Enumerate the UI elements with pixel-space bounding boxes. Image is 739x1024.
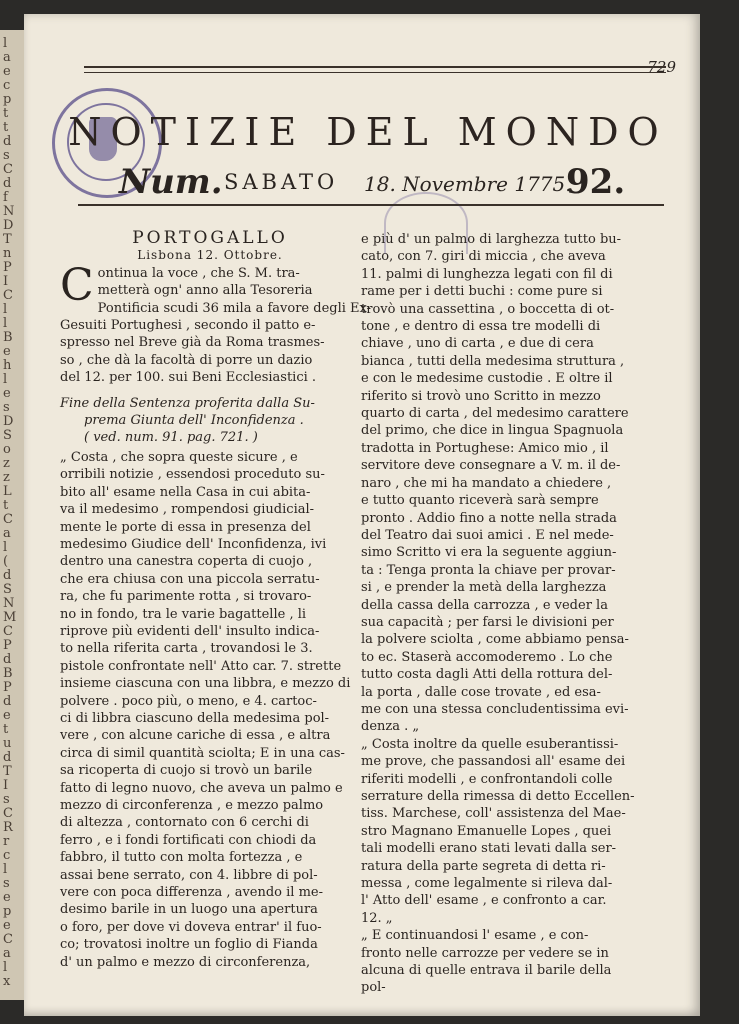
text-line: pistole confrontate nell' Atto car. 7. strette [60, 658, 342, 674]
section-title: PORTOGALLO [132, 228, 288, 248]
text-line: insieme ciascuna con una libbra, e mezzo di [60, 676, 351, 692]
edge-letter: z [3, 470, 10, 485]
edge-letter: p [3, 904, 12, 919]
text-line: desimo barile in un luogo una apertura [60, 902, 318, 918]
edge-letter: C [3, 806, 13, 821]
text-line: fatto di legno nuovo, che aveva un palmo e [60, 780, 343, 796]
text-line: „ E continuandosi l' esame , e con- [361, 928, 589, 944]
text-line: co; trovatosi inoltre un foglio di Fianda [60, 937, 318, 953]
text-line: la polvere sciolta , come abbiamo pensa- [361, 632, 629, 648]
text-line: riprove più evidenti dell' insulto indica- [60, 623, 320, 639]
edge-letter: a [3, 50, 11, 65]
edge-letter: d [3, 134, 12, 149]
text-line: circa di simil quantità sciolta; E in una cas- [60, 745, 345, 761]
text-line: to nella riferita carta , trovandosi le 3. [60, 641, 313, 657]
text-line: Gesuiti Portughesi , secondo il patto e- [60, 318, 316, 334]
edge-letter: e [3, 386, 11, 401]
article-heading-line: ( ved. num. 91. pag. 721. ) [84, 430, 258, 446]
text-line: fronto nelle carrozze per vedere se in [361, 945, 609, 961]
text-line: metterà ogn' anno alla Tesoreria [97, 283, 313, 299]
edge-letter: N [3, 596, 15, 611]
masthead-rule [78, 204, 664, 206]
text-line: vere , con alcune cariche di essa , e altra [60, 728, 331, 744]
edge-letter: e [3, 890, 11, 905]
text-line: orribili notizie , essendosi proceduto su- [60, 467, 325, 483]
text-line: 11. palmi di lunghezza legati con fil di [361, 266, 613, 282]
text-line: ci di libbra ciascuno della medesima pol- [60, 710, 330, 726]
edge-letter: ( [3, 554, 9, 569]
text-line: tali modelli erano stati levati dalla ser- [361, 841, 617, 857]
text-line: mezzo di circonferenza , e mezzo palmo [60, 798, 324, 813]
edge-letter: C [3, 932, 13, 947]
edge-letter: e [3, 708, 11, 723]
edge-letter: d [3, 652, 12, 667]
edge-letter: S [3, 582, 12, 597]
text-line: alcuna di quelle entrava il barile della [361, 963, 612, 979]
text-line: va il medesimo , rompendosi giudicial- [60, 502, 315, 518]
edge-letter: e [3, 64, 11, 79]
text-line: riferito si trovò uno Scritto in mezzo [361, 388, 601, 404]
edge-letter: x [3, 974, 11, 989]
edge-letter: l [3, 316, 8, 331]
text-line: assai bene serrato, con 4. libbre di pol- [60, 867, 318, 883]
edge-letter: e [3, 918, 11, 933]
text-line: del primo, che dice in lingua Spagnuola [361, 423, 624, 439]
text-line: ferro , e i fondi fortificati con chiodi da [60, 832, 317, 848]
newspaper-page [24, 14, 700, 1016]
text-line: ta : Tenga pronta la chiave per provar- [361, 562, 616, 578]
opening-paragraph [60, 259, 372, 387]
text-line: sua capacità ; per farsi le divisioni per [361, 614, 614, 630]
edge-letter: h [3, 358, 12, 373]
text-line: che era chiusa con una piccola serratu- [60, 571, 320, 587]
edge-letter: T [3, 764, 12, 779]
text-line: ra, che fu parimente rotta , si trovaro- [60, 589, 312, 605]
page-number: 729 [647, 58, 676, 76]
text-line: Pontificia scudi 36 mila a favore degli Ex- [97, 300, 372, 316]
text-line: del Teatro dai suoi amici . E nel mede- [361, 527, 614, 543]
text-line: sa ricoperta di cuojo si trovò un barile [60, 763, 313, 779]
edge-letter: p [3, 92, 12, 107]
text-line: to ec. Staserà accomoderemo . Lo che [361, 649, 613, 665]
right-column [361, 231, 663, 997]
num-label: Num. [119, 162, 223, 202]
text-line: servitore deve consegnare a V. m. il de- [361, 458, 621, 474]
text-line: del 12. per 100. sui Beni Ecclesiastici . [60, 370, 317, 386]
edge-letter: n [3, 246, 12, 261]
edge-letter: C [3, 288, 13, 303]
dateline: Lisbona 12. Ottobre. [137, 248, 283, 263]
edge-letter: t [3, 722, 9, 737]
edge-letter: t [3, 106, 9, 121]
edge-letter: P [3, 638, 12, 653]
text-line: cato, con 7. giri di miccia , che aveva [361, 249, 606, 265]
text-line: bianca , tutti della medesima struttura , [361, 353, 625, 369]
edge-letter: P [3, 680, 12, 695]
text-line: l' Atto dell' esame , e confronto a car. [361, 893, 607, 909]
edge-letter: s [3, 876, 10, 891]
text-line: tone , e dentro di essa tre modelli di [361, 319, 601, 335]
text-line: o foro, per dove vi doveva entrar' il fuo- [60, 919, 322, 935]
edge-letter: s [3, 400, 10, 415]
text-line: d' un palmo e mezzo di circonferenza, [60, 954, 311, 970]
text-line: medesimo Giudice dell' Inconfidenza, ivi [60, 536, 327, 552]
text-line: tutto costa dagli Atti della rottura del- [361, 667, 613, 683]
text-line: no in fondo, tra le varie bagattelle , li [60, 606, 307, 622]
text-line: bito all' esame nella Casa in cui abita- [60, 484, 311, 500]
text-line: la porta , dalle cose trovate , ed esa- [361, 684, 601, 700]
text-line: „ Costa , che sopra queste sicure , e [60, 449, 298, 465]
edge-letter: c [3, 78, 11, 93]
text-line: ontinua la voce , che S. M. tra- [97, 265, 300, 281]
edge-letter: r [3, 834, 10, 849]
text-line: rame per i detti buchi : come pure si [361, 284, 603, 300]
text-line: vere con poca differenza , avendo il me- [60, 885, 323, 901]
text-line: e tutto quanto riceverà sarà sempre [361, 493, 599, 509]
text-line: mente le porte di essa in presenza del [60, 519, 311, 535]
edge-letter: d [3, 694, 12, 709]
edge-letter: P [3, 260, 12, 275]
text-line: tradotta in Portughese: Amico mio , il [361, 440, 609, 456]
edge-letter: u [3, 736, 12, 751]
text-line: riferiti modelli , e confrontandoli colle [361, 771, 613, 787]
edge-letter: B [3, 666, 13, 681]
edge-letter: C [3, 512, 13, 527]
edge-letter: l [3, 302, 8, 317]
top-rule [84, 66, 666, 73]
edge-letter: t [3, 498, 9, 513]
text-line: quarto di carta , del medesimo carattere [361, 406, 629, 422]
edge-letter: R [3, 820, 13, 835]
text-line: simo Scritto vi era la seguente aggiun- [361, 545, 617, 561]
text-line: stro Magnano Emanuelle Lopes , quei [361, 823, 612, 839]
text-line: di altezza , contornato con 6 cerchi di [60, 815, 309, 831]
edge-letter: l [3, 36, 8, 51]
edge-letter: I [3, 778, 9, 793]
issue-date: 18. Novembre 1775. [364, 172, 572, 196]
edge-letter: D [3, 414, 14, 429]
edge-letter: d [3, 750, 12, 765]
edge-letter: s [3, 148, 10, 163]
text-line: e con le medesime custodie . E oltre il [361, 371, 613, 387]
text-line: ratura della parte segreta di detta ri- [361, 858, 606, 874]
edge-letter: T [3, 232, 12, 247]
edge-letter: B [3, 330, 13, 345]
edge-letter: d [3, 176, 12, 191]
text-line: messa , come legalmente si rileva dal- [361, 876, 613, 892]
edge-letter: a [3, 946, 11, 961]
text-line: polvere . poco più, o meno, e 4. cartoc- [60, 693, 317, 709]
previous-page-edge [0, 30, 25, 1000]
article-heading-line: Fine della Sentenza proferita dalla Su- [60, 395, 315, 411]
edge-letter: S [3, 428, 12, 443]
text-line: „ Costa inoltre da quelle esuberantissi- [361, 736, 619, 752]
text-line: fabbro, il tutto con molta fortezza , e [60, 850, 303, 866]
issue-number: 92. [566, 162, 626, 202]
edge-letter: l [3, 540, 8, 555]
edge-letter: M [3, 610, 17, 625]
edge-letter: e [3, 344, 11, 359]
text-line: e più d' un palmo di larghezza tutto bu- [361, 232, 622, 247]
text-line: tiss. Marchese, coll' assistenza del Mae- [361, 806, 626, 822]
edge-letter: a [3, 526, 11, 541]
text-line: dentro una canestra coperta di cuojo , [60, 554, 313, 570]
edge-letter: d [3, 568, 12, 583]
text-line: denza . „ [361, 719, 420, 735]
edge-letter: N [3, 204, 15, 219]
edge-letter: l [3, 960, 8, 975]
text-line: spresso nel Breve già da Roma trasmes- [60, 335, 325, 351]
text-line: chiave , uno di carta , e due di cera [361, 336, 594, 352]
edge-letter: s [3, 792, 10, 807]
edge-letter: t [3, 120, 9, 135]
text-line: so , che dà la facoltà di porre un dazio [60, 352, 313, 368]
edge-letter: z [3, 456, 10, 471]
drop-cap: C [60, 259, 94, 311]
text-line: serrature della rimessa di detto Eccellen- [361, 789, 635, 804]
edge-letter: C [3, 162, 13, 177]
text-line: naro , che mi ha mandato a chiedere , [361, 475, 612, 491]
masthead-title: NOTIZIE DEL MONDO [68, 110, 668, 154]
edge-letter: o [3, 442, 11, 457]
left-column [60, 228, 372, 971]
edge-letter: L [3, 484, 12, 499]
day-label: SABATO [224, 170, 339, 194]
article-heading-line: prema Giunta dell' Inconfidenza . [84, 413, 304, 429]
text-line: trovò una cassettina , o boccetta di ot- [361, 301, 615, 317]
edge-letter: c [3, 848, 11, 863]
text-line: pol- [361, 980, 386, 996]
text-line: me prove, che passandosi all' esame dei [361, 754, 626, 770]
text-line: si , e prender la metà della larghezza [361, 580, 607, 596]
text-line: della cassa della carrozza , e veder la [361, 597, 608, 613]
edge-letter: f [3, 190, 8, 205]
text-line: me con una stessa concludentissima evi- [361, 701, 629, 717]
edge-letter: D [3, 218, 14, 233]
edge-letter: C [3, 624, 13, 639]
edge-letter: l [3, 372, 8, 387]
text-line: 12. „ [361, 910, 393, 926]
edge-letter: l [3, 862, 8, 877]
text-line: pronto . Addio fino a notte nella strada [361, 510, 617, 526]
edge-letter: I [3, 274, 9, 289]
